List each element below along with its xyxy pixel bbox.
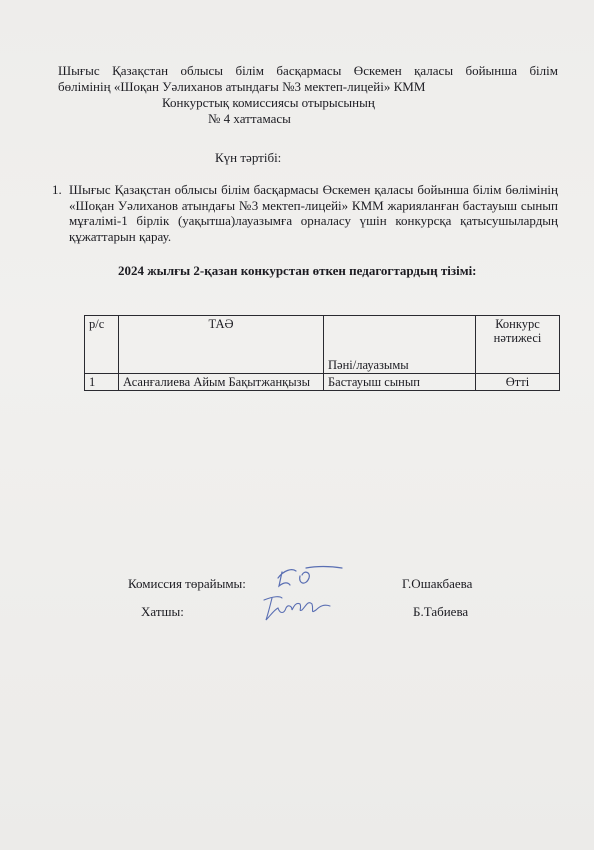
header-line-3: Конкурстық комиссиясы отырысының — [162, 95, 375, 110]
cell-subject: Бастауыш сынып — [324, 374, 476, 391]
header-line-1: Шығыс Қазақстан облысы білім басқармасы Өскемен қаласы бойынша білім — [58, 63, 558, 78]
agenda-item-number: 1. — [52, 182, 62, 197]
document-header — [58, 63, 558, 127]
cell-name: Асанғалиева Айым Бақытжанқызы — [119, 374, 324, 391]
header-line-4: № 4 хаттамасы — [208, 111, 291, 126]
header-cell-number: р/с — [85, 316, 119, 374]
header-cell-result: Конкурс нәтижесі — [476, 316, 560, 374]
secretary-label: Хатшы: — [141, 604, 184, 619]
table-row — [85, 374, 560, 391]
agenda-item — [52, 182, 558, 244]
agenda-item-text: Шығыс Қазақстан облысы білім басқармасы Өскемен қаласы бойынша білім бөлімінің «Шоқан Уәлиханов атындағы №3 мектеп-лицейі» КММ жарияланған бастауыш сынып мұғалімі-1 бірлік (уақытша)лауазымға орналасу үшін конкурсқа қатысушылардың құжаттарын қарау. — [69, 182, 558, 244]
cell-number: 1 — [85, 374, 119, 391]
agenda-title: Күн тәртібі: — [215, 150, 282, 165]
header-cell-subject: Пәні/лауазымы — [324, 316, 476, 374]
results-table — [84, 315, 560, 391]
chair-label: Комиссия төрайымы: — [128, 576, 246, 591]
header-cell-name: ТАӘ — [119, 316, 324, 374]
chair-signature-icon — [272, 562, 346, 592]
table-header-row — [85, 316, 560, 374]
secretary-signature-icon — [258, 590, 338, 624]
chair-name: Г.Ошакбаева — [402, 576, 473, 591]
header-line-2: бөлімінің «Шоқан Уәлиханов атындағы №3 мектеп-лицейі» КММ — [58, 79, 426, 94]
list-title: 2024 жылғы 2-қазан конкурстан өткен педагогтардың тізімі: — [118, 263, 477, 278]
secretary-name: Б.Табиева — [413, 604, 469, 619]
cell-result: Өтті — [476, 374, 560, 391]
